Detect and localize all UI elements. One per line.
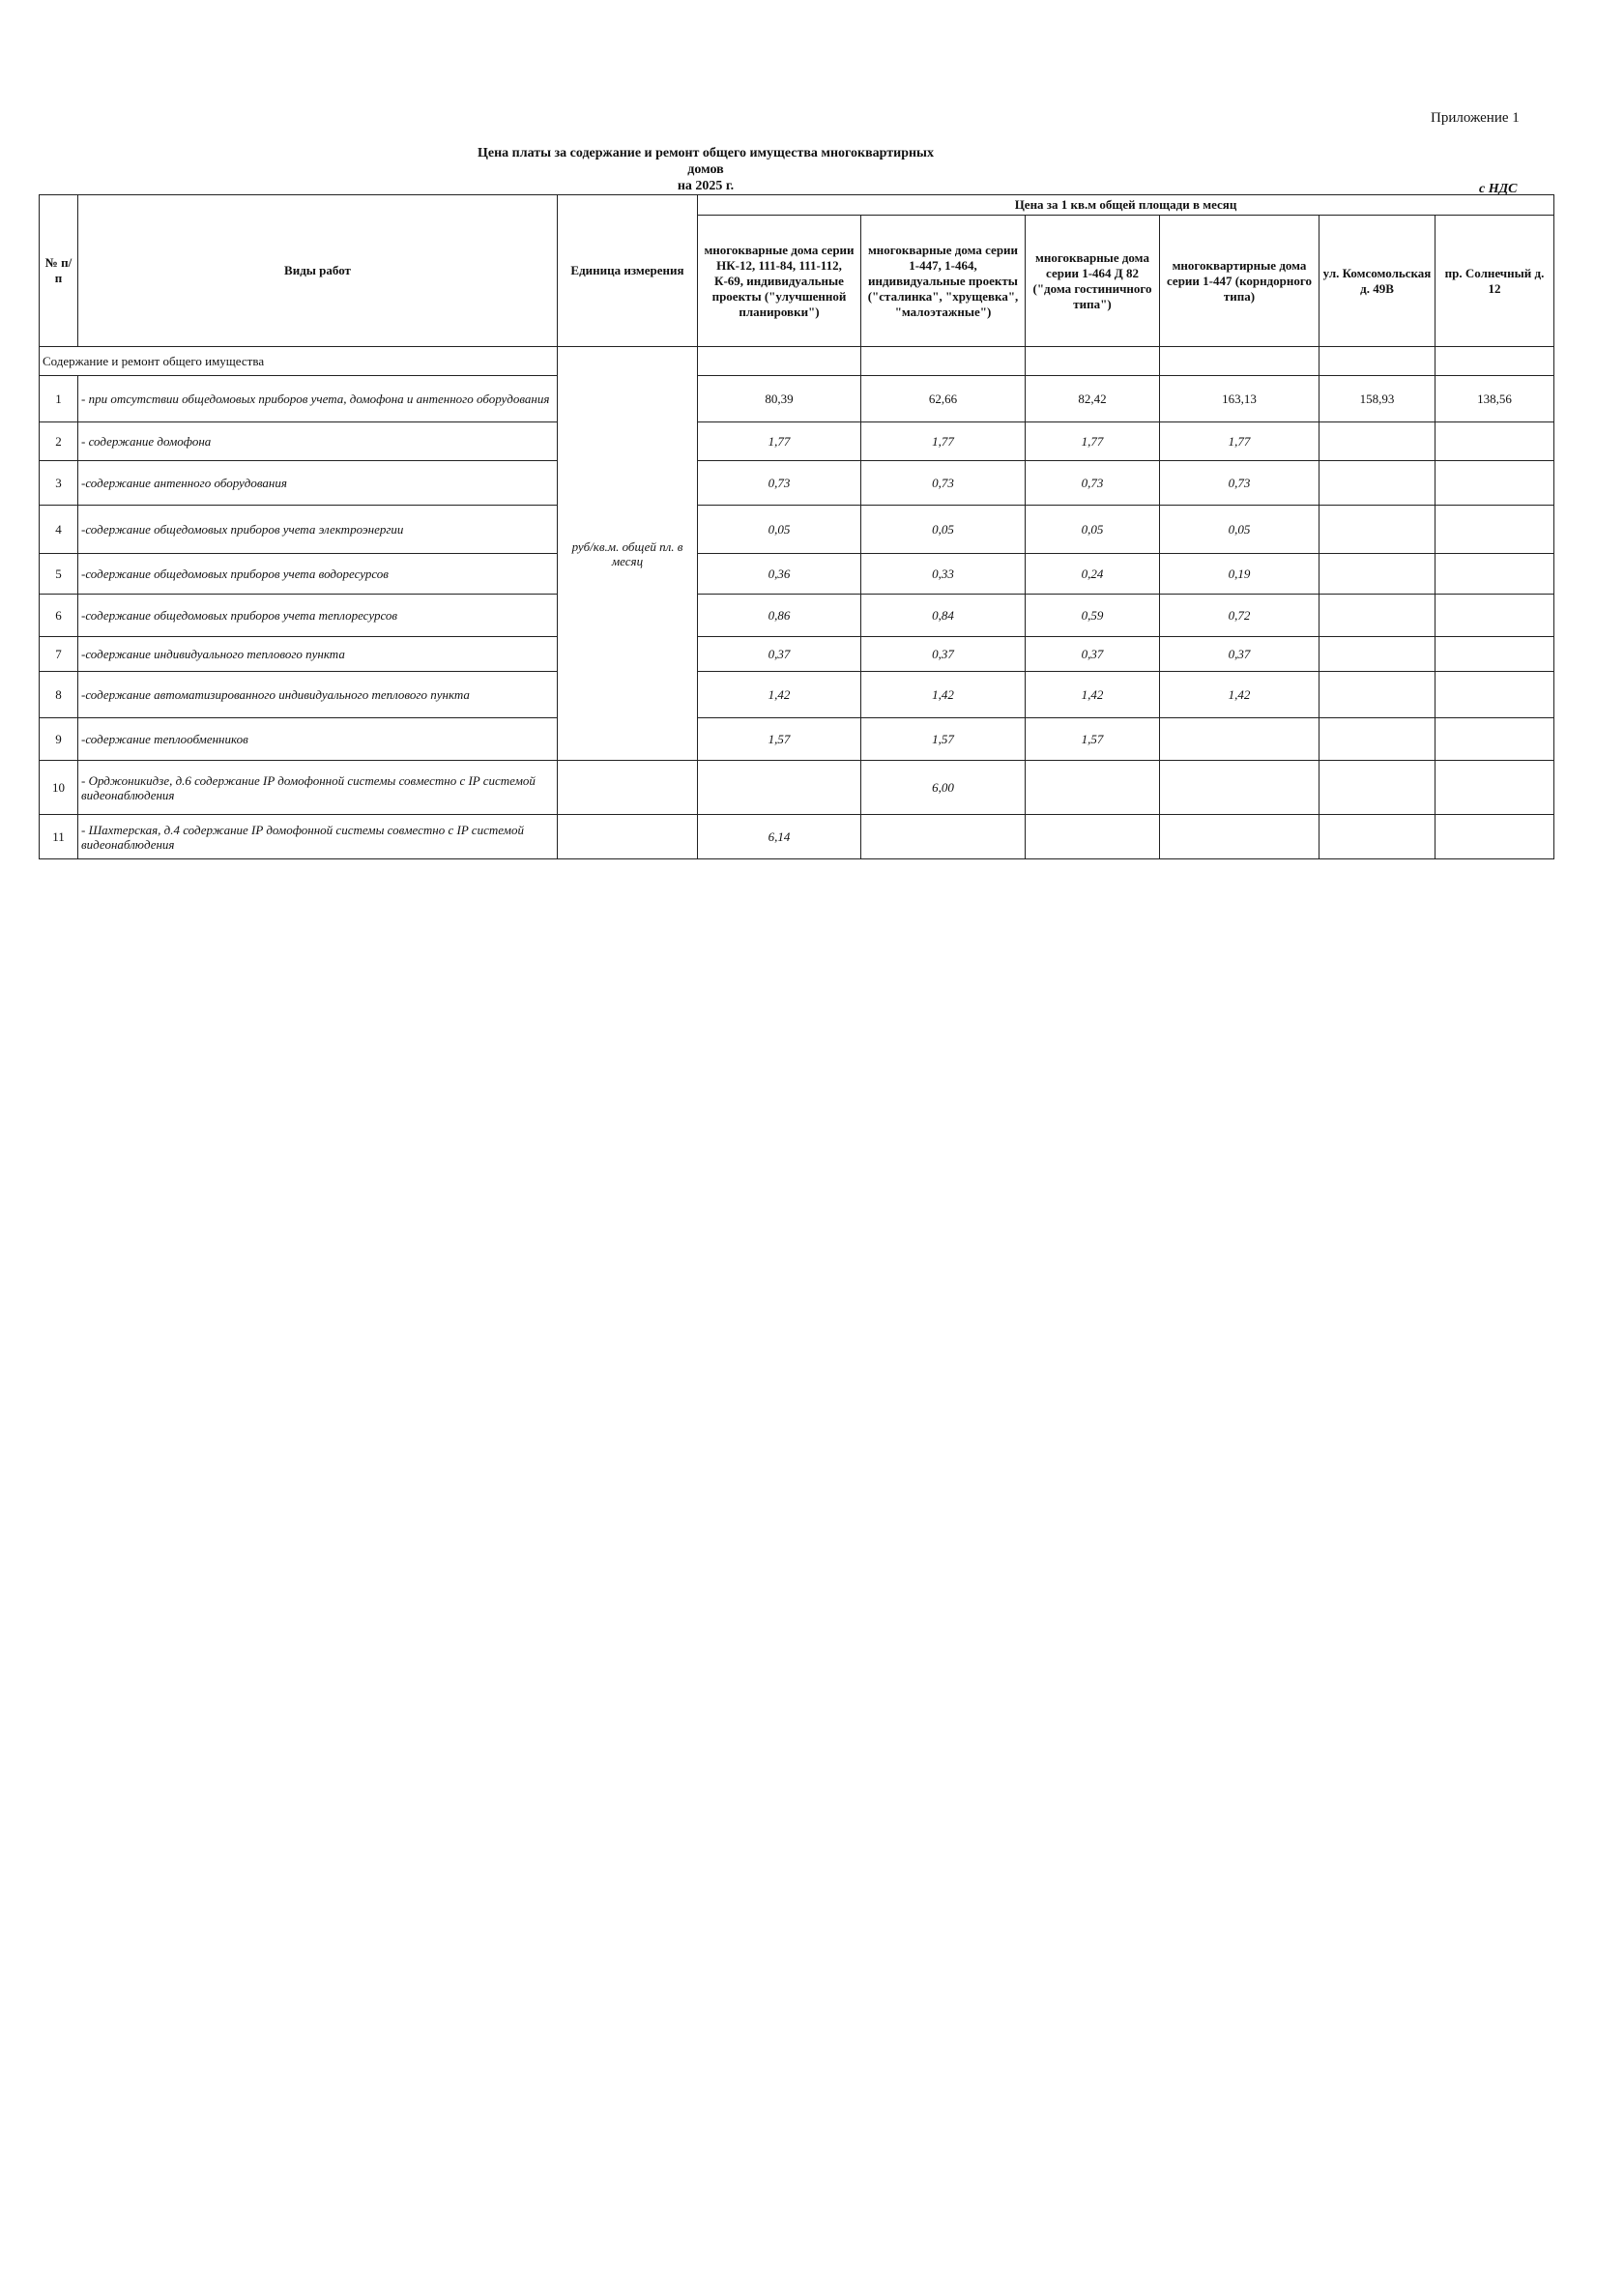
price-cell: 0,73 [698,461,861,506]
work-description: -содержание автоматизированного индивидуального теплового пункта [78,672,558,718]
row-number: 4 [40,506,78,554]
price-cell: 0,84 [861,595,1026,637]
appendix-label: Приложение 1 [1431,110,1520,126]
price-cell [698,761,861,815]
price-cell: 1,77 [1026,422,1160,461]
price-cell [1436,718,1554,761]
price-cell [1160,761,1320,815]
table-row [40,554,1554,595]
price-cell [1320,761,1436,815]
row-number: 1 [40,376,78,422]
price-table [39,194,1554,859]
price-cell [1026,761,1160,815]
section-row [40,347,1554,376]
price-cell: 82,42 [1026,376,1160,422]
price-cell: 62,66 [861,376,1026,422]
price-cell: 0,37 [861,637,1026,672]
document-title [464,145,947,194]
row-number: 7 [40,637,78,672]
price-cell: 0,37 [698,637,861,672]
price-cell [1436,506,1554,554]
price-cell [1320,672,1436,718]
price-cell: 6,14 [698,815,861,859]
price-cell: 1,57 [1026,718,1160,761]
section-empty [1436,347,1554,376]
row-number: 6 [40,595,78,637]
table-row [40,637,1554,672]
price-cell: 1,42 [1026,672,1160,718]
price-cell [1320,554,1436,595]
price-cell: 0,19 [1160,554,1320,595]
header-col-3: многокварные дома серии 1-464 Д 82 ("дома гостиничного типа") [1026,216,1160,347]
table-row [40,815,1554,859]
row-number: 11 [40,815,78,859]
section-empty [1026,347,1160,376]
price-cell [1026,815,1160,859]
price-cell [1320,422,1436,461]
price-cell: 0,33 [861,554,1026,595]
price-cell [1436,461,1554,506]
table-row [40,595,1554,637]
work-description: - Орджоникидзе, д.6 содержание IP домофонной системы совместно с IP системой видеонаблюдения [78,761,558,815]
price-cell: 6,00 [861,761,1026,815]
price-cell [1320,815,1436,859]
row-number: 8 [40,672,78,718]
price-cell: 0,59 [1026,595,1160,637]
price-cell [1436,672,1554,718]
price-cell: 0,86 [698,595,861,637]
row-number: 5 [40,554,78,595]
price-cell: 0,73 [1160,461,1320,506]
table-row [40,461,1554,506]
price-cell: 80,39 [698,376,861,422]
price-cell: 0,36 [698,554,861,595]
price-cell: 0,72 [1160,595,1320,637]
price-cell [1436,554,1554,595]
section-title: Содержание и ремонт общего имущества [40,347,558,376]
price-cell [1320,637,1436,672]
table-row [40,506,1554,554]
section-empty [861,347,1026,376]
price-cell: 1,77 [1160,422,1320,461]
price-cell: 1,42 [698,672,861,718]
row-number: 3 [40,461,78,506]
title-line-2: на 2025 г. [677,179,735,193]
header-col-4: многоквартирные дома серии 1-447 (корндорного типа) [1160,216,1320,347]
unit-empty [558,761,698,815]
work-description: -содержание общедомовых приборов учета теплоресурсов [78,595,558,637]
price-cell: 1,57 [698,718,861,761]
price-cell: 0,24 [1026,554,1160,595]
work-description: - при отсутствии общедомовых приборов учета, домофона и антенного оборудования [78,376,558,422]
price-cell: 158,93 [1320,376,1436,422]
header-col-1: многокварные дома серии НК-12, 111-84, 111-112, К-69, индивидуальные проекты ("улучшенной планировки") [698,216,861,347]
price-cell: 1,77 [698,422,861,461]
price-cell [1320,718,1436,761]
price-cell [1436,595,1554,637]
header-price-group: Цена за 1 кв.м общей площади в месяц [698,195,1554,216]
price-cell: 1,77 [861,422,1026,461]
header-col-2: многокварные дома серии 1-447, 1-464, индивидуальные проекты ("сталинка", "хрущевка", "малоэтажные") [861,216,1026,347]
price-cell: 1,42 [1160,672,1320,718]
price-cell [1436,761,1554,815]
price-cell [1436,637,1554,672]
work-description: -содержание индивидуального теплового пункта [78,637,558,672]
unit-empty [558,815,698,859]
vat-note: с НДС [1479,182,1518,196]
price-cell [1160,718,1320,761]
price-cell: 0,05 [861,506,1026,554]
price-cell: 0,73 [1026,461,1160,506]
price-cell: 1,42 [861,672,1026,718]
price-cell: 1,57 [861,718,1026,761]
price-cell: 0,05 [1160,506,1320,554]
row-number: 9 [40,718,78,761]
row-number: 10 [40,761,78,815]
header-unit: Единица измерения [558,195,698,347]
price-cell [1320,595,1436,637]
price-cell: 0,05 [698,506,861,554]
table-row [40,376,1554,422]
price-cell [1320,461,1436,506]
section-empty [698,347,861,376]
price-cell: 0,73 [861,461,1026,506]
unit-cell: руб/кв.м. общей пл. в месяц [558,347,698,761]
table-row [40,718,1554,761]
header-col-5: ул. Комсомольская д. 49В [1320,216,1436,347]
table-row [40,422,1554,461]
price-cell: 0,37 [1160,637,1320,672]
header-work-type: Виды работ [78,195,558,347]
row-number: 2 [40,422,78,461]
section-empty [1320,347,1436,376]
price-cell [1436,422,1554,461]
price-cell: 138,56 [1436,376,1554,422]
work-description: -содержание общедомовых приборов учета водоресурсов [78,554,558,595]
price-cell [861,815,1026,859]
price-cell: 163,13 [1160,376,1320,422]
header-col-6: пр. Солнечный д. 12 [1436,216,1554,347]
table-row [40,672,1554,718]
price-cell: 0,37 [1026,637,1160,672]
table-row [40,761,1554,815]
title-line-1: Цена платы за содержание и ремонт общего имущества многоквартирных домов [478,146,934,177]
header-num: № п/п [40,195,78,347]
work-description: -содержание общедомовых приборов учета электроэнергии [78,506,558,554]
work-description: -содержание антенного оборудования [78,461,558,506]
work-description: -содержание теплообменников [78,718,558,761]
price-cell [1320,506,1436,554]
section-empty [1160,347,1320,376]
work-description: - содержание домофона [78,422,558,461]
price-cell: 0,05 [1026,506,1160,554]
price-cell [1436,815,1554,859]
price-cell [1160,815,1320,859]
work-description: - Шахтерская, д.4 содержание IP домофонной системы совместно с IP системой видеонаблюдения [78,815,558,859]
